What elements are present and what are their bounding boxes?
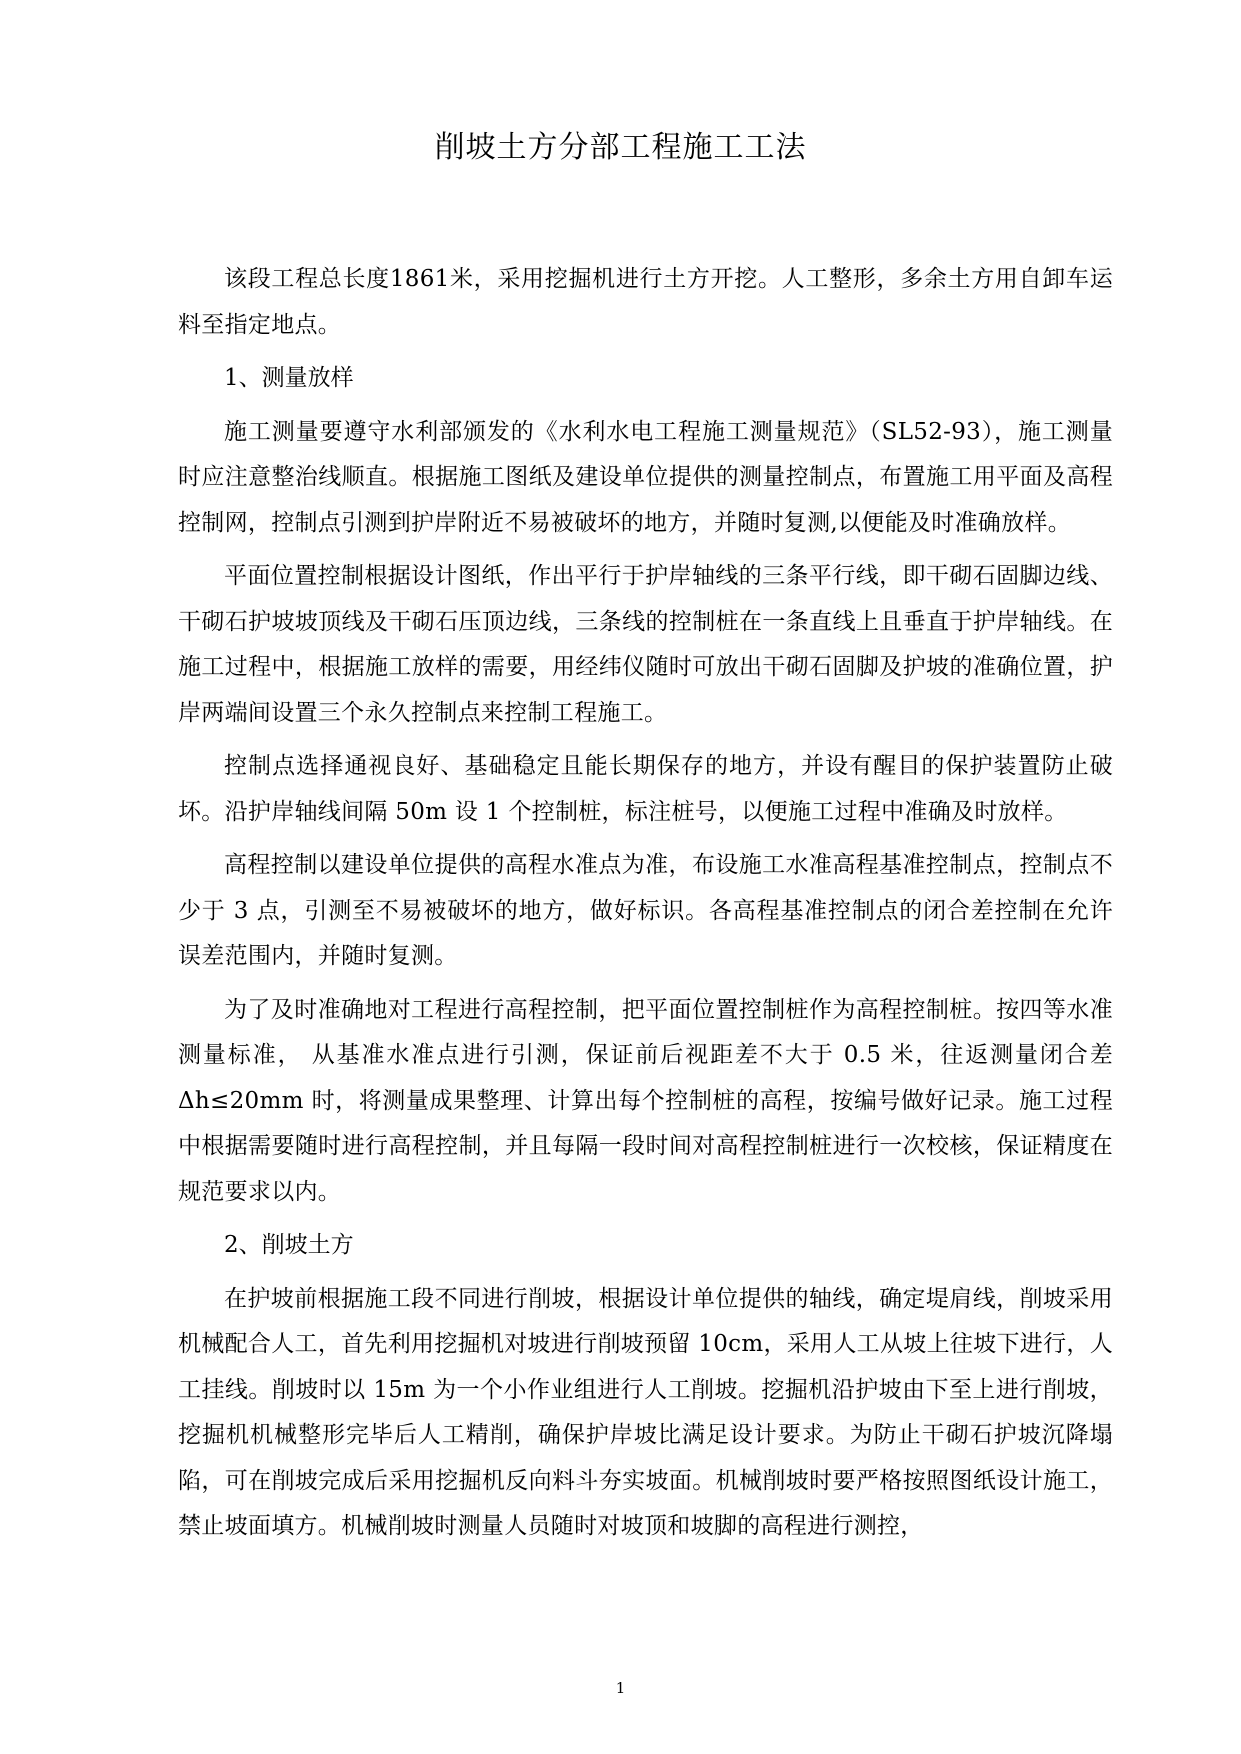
paragraph-leveling: 为了及时准确地对工程进行高程控制，把平面位置控制桩作为高程控制桩。按四等水准测量标准， 从基准水准点进行引测，保证前后视距差不大于 0.5 米，往返测量闭合差 Δh≤20mm 时，将测量成果整理、计算出每个控制桩的高程，按编号做好记录。施工过程中根据需要随时进行高程控制，并且每隔一段时间对高程控制桩进行一次校核，保证精度在规范要求以内。 bbox=[178, 996, 1113, 1205]
document-title: 削坡土方分部工程施工工法 bbox=[434, 130, 807, 165]
paragraph-control-points: 控制点选择通视良好、基础稳定且能长期保存的地方，并设有醒目的保护装置防止破坏。沿护岸轴线间隔 50m 设 1 个控制桩，标注桩号，以便施工过程中准确及时放样。 bbox=[178, 753, 1113, 825]
section-heading-survey: 1、测量放样 bbox=[224, 365, 354, 391]
paragraph-slope-cutting: 在护坡前根据施工段不同进行削坡，根据设计单位提供的轴线，确定堤肩线，削坡采用机械配合人工，首先利用挖掘机对坡进行削坡预留 10cm，采用人工从坡上往坡下进行，人工挂线。削坡时以 15m 为一个小作业组进行人工削坡。挖掘机沿护坡由下至上进行削坡，挖掘机机械整形完毕后人工精削，确保护岸坡比满足设计要求。为防止干砌石护坡沉降塌陷，可在削坡完成后采用挖掘机反向料斗夯实坡面。机械削坡时要严格按照图纸设计施工，禁止坡面填方。机械削坡时测量人员随时对坡顶和坡脚的高程进行测控， bbox=[178, 1285, 1113, 1539]
paragraph-plane-control: 平面位置控制根据设计图纸，作出平行于护岸轴线的三条平行线，即干砌石固脚边线、干砌石护坡坡顶线及干砌石压顶边线，三条线的控制桩在一条直线上且垂直于护岸轴线。在施工过程中，根据施工放样的需要，用经纬仪随时可放出干砌石固脚及护坡的准确位置，护岸两端间设置三个永久控制点来控制工程施工。 bbox=[178, 563, 1113, 726]
paragraph-elevation-control: 高程控制以建设单位提供的高程水准点为准，布设施工水准高程基准控制点，控制点不少于 3 点，引测至不易被破坏的地方，做好标识。各高程基准控制点的闭合差控制在允许误差范围内，并随时复测。 bbox=[178, 852, 1113, 969]
paragraph-overview: 该段工程总长度1861米，采用挖掘机进行土方开挖。人工整形，多余土方用自卸车运料至指定地点。 bbox=[178, 266, 1113, 338]
page-number: 1 bbox=[615, 1679, 626, 1697]
paragraph-survey-standard: 施工测量要遵守水利部颁发的《水利水电工程施工测量规范》（SL52-93），施工测量时应注意整治线顺直。根据施工图纸及建设单位提供的测量控制点，布置施工用平面及高程控制网，控制点引测到护岸附近不易被破坏的地方，并随时复测,以便能及时准确放样。 bbox=[178, 418, 1113, 536]
section-heading-slope-cutting: 2、削坡土方 bbox=[224, 1232, 354, 1258]
document-body bbox=[178, 257, 1113, 1558]
